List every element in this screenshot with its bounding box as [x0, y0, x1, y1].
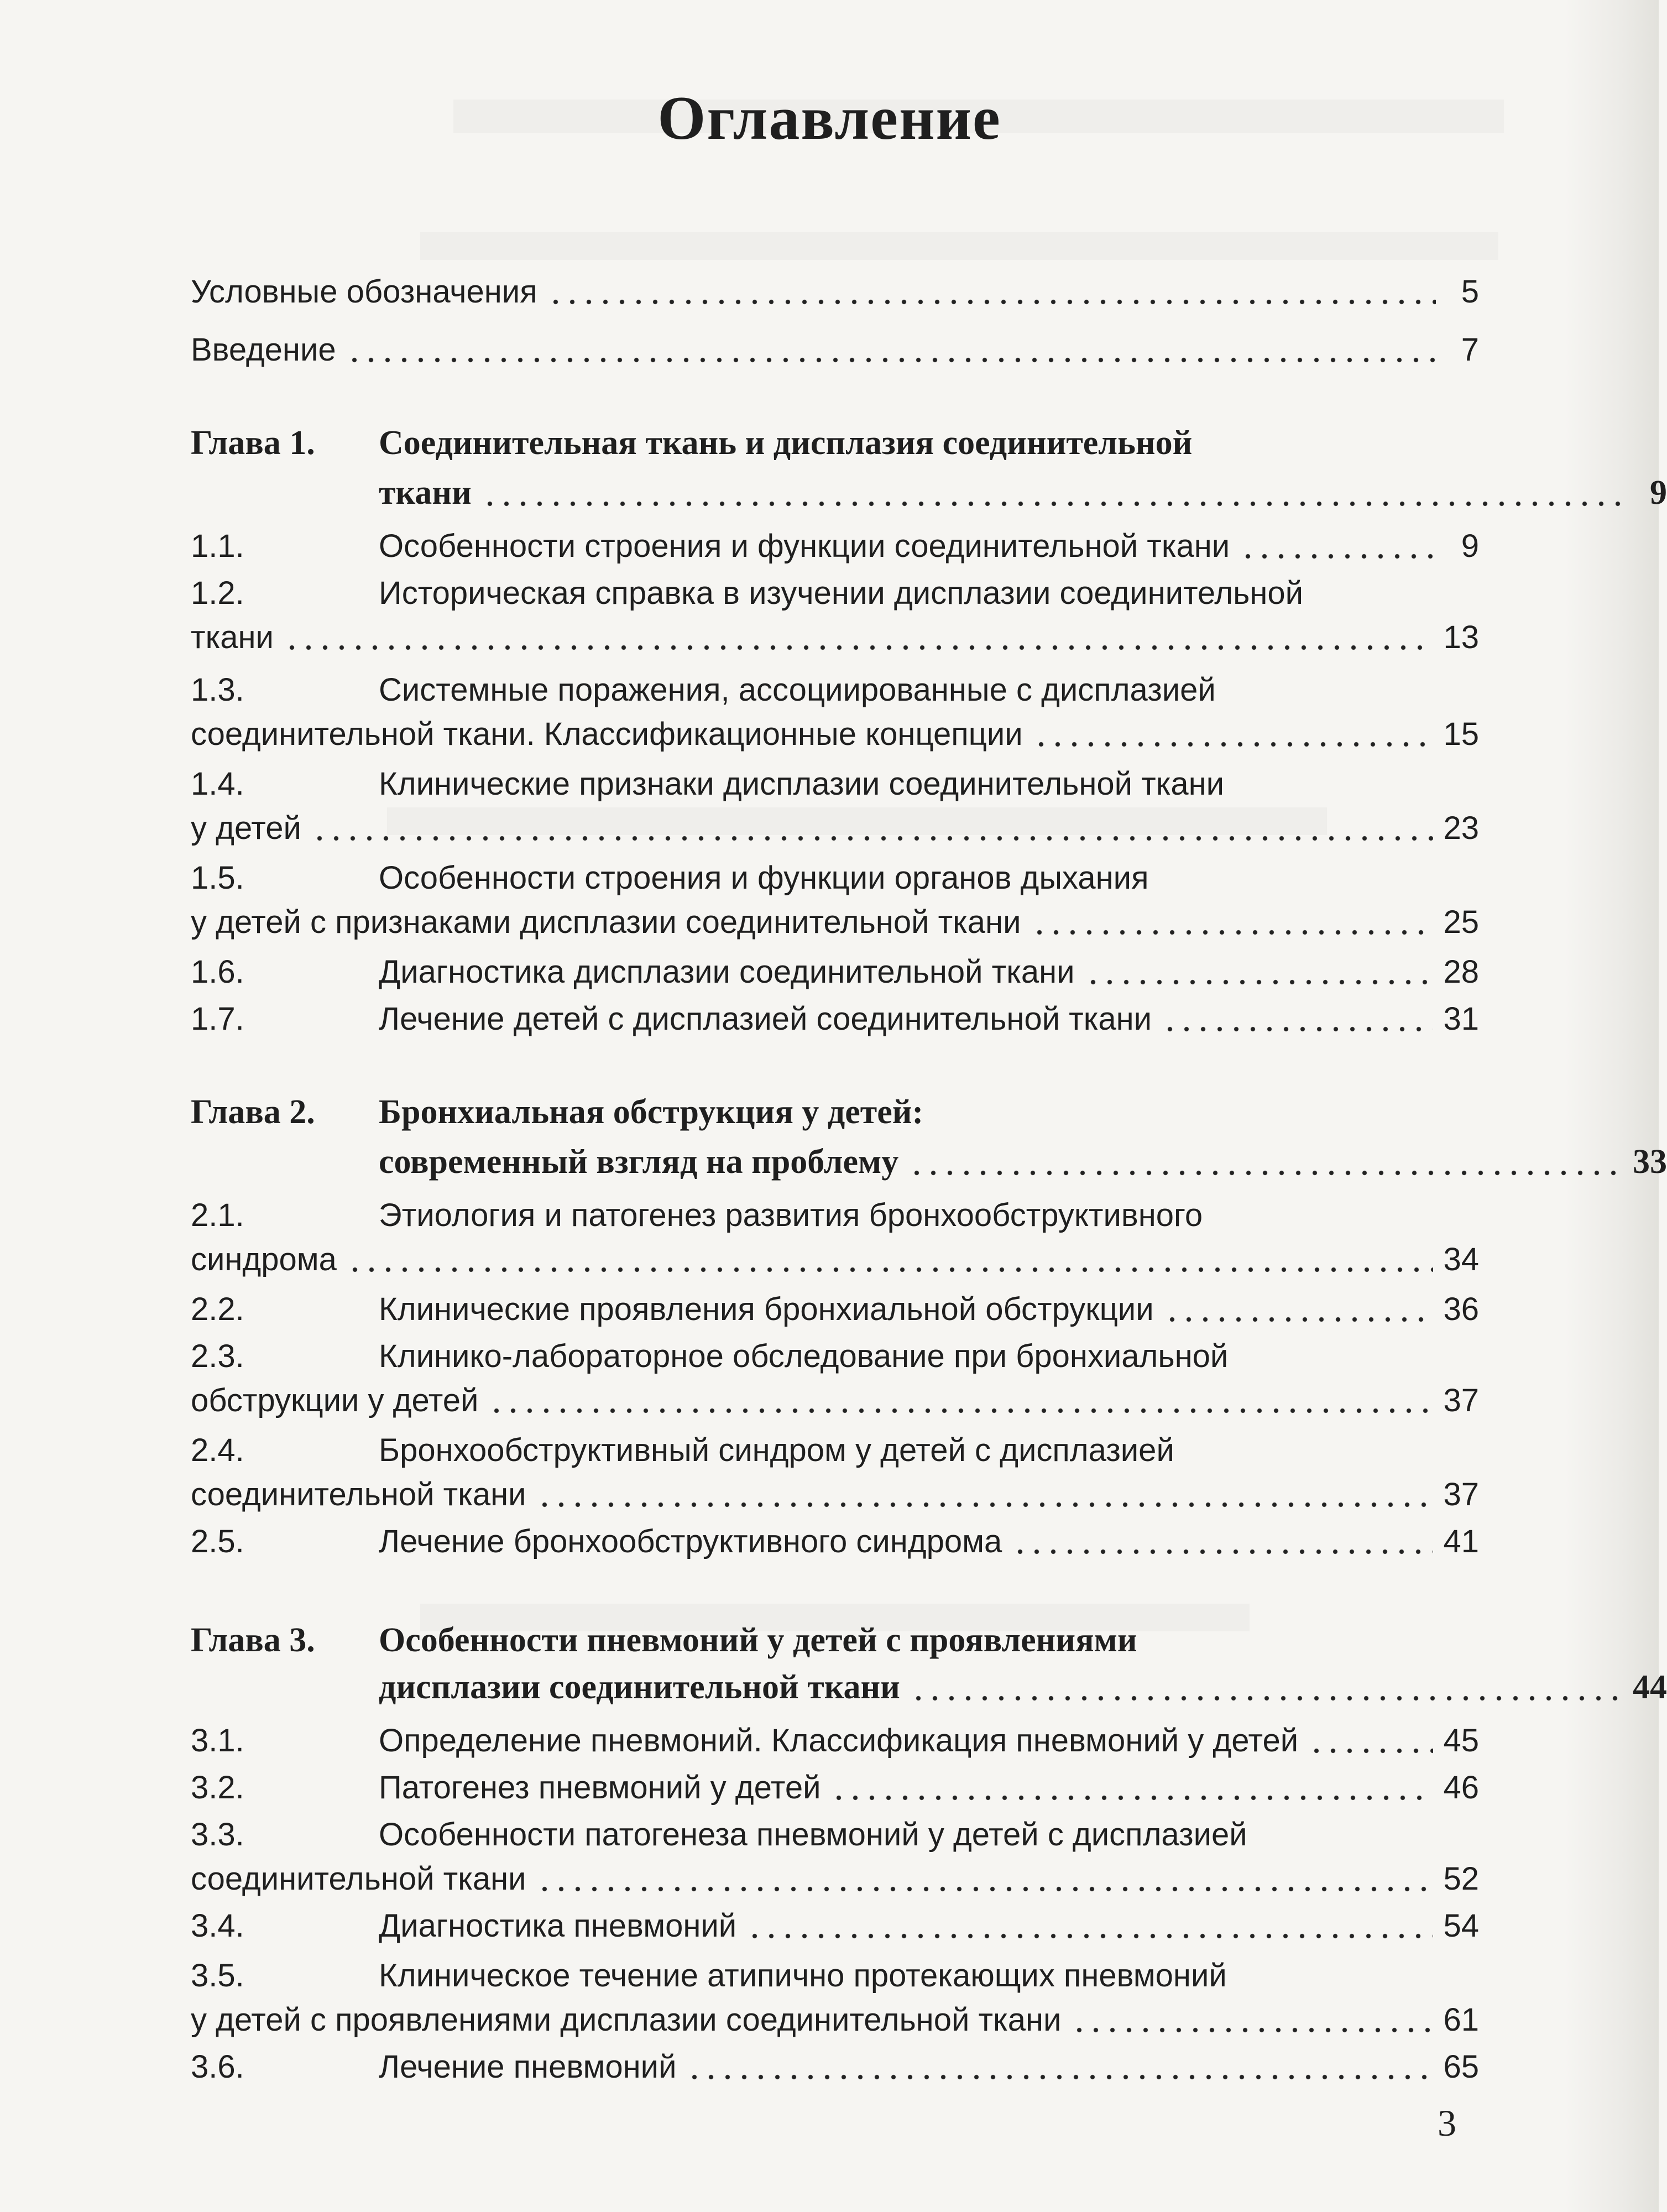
entry-page: 37: [1443, 1383, 1479, 1419]
toc-entry[interactable]: [191, 1418, 1479, 1468]
leader-dots: [830, 1767, 1433, 1806]
entry-label: Особенности патогенеза пневмоний у детей с дисплазией: [379, 1817, 1247, 1853]
chapter-title: Бронхиальная обструкция у детей:: [379, 1093, 924, 1131]
section-number: 3.5.: [191, 1958, 244, 1994]
chapter-title: Особенности пневмоний у детей с проявлениями: [379, 1621, 1137, 1659]
section-number: 2.5.: [191, 1524, 244, 1560]
entry-page: 65: [1443, 2049, 1479, 2085]
leader-dots: [547, 271, 1436, 310]
chapter-number: Глава 1.: [191, 424, 315, 462]
page-number: 3: [1438, 2102, 1456, 2144]
leader-dots: [346, 329, 1436, 368]
toc-entry[interactable]: [191, 561, 1479, 611]
entry-label: обструкции у детей: [191, 1383, 479, 1419]
entry-page: 37: [1443, 1477, 1479, 1513]
chapter-title: Соединительная ткань и дисплазия соединительной: [379, 424, 1193, 462]
entry-page: 23: [1443, 810, 1479, 847]
toc-entry[interactable]: [191, 2035, 1479, 2085]
leader-dots: [536, 1474, 1434, 1512]
entry-page: 54: [1443, 1908, 1479, 1944]
toc-entry[interactable]: [191, 1894, 1479, 1944]
entry-label: Особенности строения и функции соединительной ткани: [379, 528, 1230, 565]
toc-entry[interactable]: [191, 1756, 1479, 1806]
leader-dots: [686, 2046, 1433, 2085]
toc-entry-cont[interactable]: [191, 1463, 1479, 1512]
entry-label: Этиология и патогенез развития бронхообструктивного: [379, 1197, 1203, 1234]
toc-entry-cont[interactable]: [191, 606, 1479, 655]
section-number: 1.6.: [191, 954, 244, 990]
leader-dots: [284, 617, 1434, 655]
entry-page: 45: [1443, 1723, 1479, 1759]
entry-page: 44: [1633, 1668, 1667, 1706]
entry-label: соединительной ткани: [191, 1477, 526, 1513]
leader-dots: [347, 1239, 1434, 1277]
toc-entry[interactable]: [191, 1183, 1479, 1233]
leader-dots: [746, 1905, 1433, 1944]
entry-page: 13: [1443, 619, 1479, 656]
toc-entry[interactable]: [191, 658, 1479, 708]
toc-entry[interactable]: [191, 1324, 1479, 1374]
entry-label: Условные обозначения: [191, 274, 537, 310]
entry-label: Определение пневмоний. Классификация пневмоний у детей: [379, 1723, 1299, 1759]
entry-label: Клинико-лабораторное обследование при бронхиальной: [379, 1338, 1229, 1375]
entry-label: Особенности строения и функции органов дыхания: [379, 860, 1149, 896]
toc-entry-cont[interactable]: [191, 1847, 1479, 1897]
leader-dots: [311, 807, 1434, 846]
chapter-heading[interactable]: [191, 1081, 1479, 1131]
section-number: 3.4.: [191, 1908, 244, 1944]
chapter-heading-cont[interactable]: [191, 1656, 1667, 1706]
leader-dots: [482, 473, 1624, 512]
entry-page: 31: [1443, 1001, 1479, 1037]
chapter-heading-cont[interactable]: [191, 462, 1667, 512]
entry-label: у детей: [191, 810, 301, 847]
entry-page: 9: [1461, 528, 1479, 565]
leader-dots: [1164, 1288, 1434, 1327]
entry-label: синдрома: [191, 1241, 337, 1278]
leader-dots: [1033, 713, 1434, 752]
entry-page: 28: [1443, 954, 1479, 990]
entry-label: Лечение пневмоний: [379, 2049, 677, 2085]
entry-label: Лечение детей с дисплазией соединительной ткани: [379, 1001, 1152, 1037]
chapter-title: современный взгляд на проблему: [379, 1142, 899, 1181]
leader-dots: [1162, 998, 1433, 1037]
toc-entry[interactable]: [191, 1709, 1479, 1759]
toc-entry[interactable]: [191, 987, 1479, 1037]
section-number: 2.4.: [191, 1432, 244, 1469]
entry-page: 34: [1443, 1241, 1479, 1278]
section-number: 2.1.: [191, 1197, 244, 1234]
section-number: 1.1.: [191, 528, 244, 565]
entry-label: ткани: [191, 619, 274, 656]
toc-entry-cont[interactable]: [191, 702, 1479, 752]
section-number: 3.2.: [191, 1770, 244, 1806]
toc-entry[interactable]: [191, 1510, 1479, 1559]
entry-label: Историческая справка в изучении дисплазии соединительной: [379, 575, 1304, 612]
entry-page: 52: [1443, 1861, 1479, 1897]
entry-page: 9: [1650, 473, 1667, 512]
leader-dots: [1071, 1999, 1433, 2038]
toc-entry[interactable]: [191, 752, 1479, 802]
entry-label: Диагностика пневмоний: [379, 1908, 737, 1944]
leader-dots: [1085, 951, 1434, 990]
entry-label: Клинические признаки дисплазии соединительной ткани: [379, 766, 1225, 802]
entry-page: 25: [1443, 904, 1479, 941]
chapter-number: Глава 2.: [191, 1093, 315, 1131]
entry-label: соединительной ткани. Классификационные концепции: [191, 716, 1023, 753]
toc-entry-cont[interactable]: [191, 890, 1479, 940]
leader-dots: [488, 1380, 1433, 1418]
section-number: 1.5.: [191, 860, 244, 896]
entry-label: соединительной ткани: [191, 1861, 526, 1897]
entry-page: 61: [1443, 2002, 1479, 2038]
entry-label: Лечение бронхообструктивного синдрома: [379, 1524, 1002, 1560]
section-number: 2.2.: [191, 1291, 244, 1328]
entry-label: Клинические проявления бронхиальной обструкции: [379, 1291, 1154, 1328]
section-number: 1.7.: [191, 1001, 244, 1037]
section-number: 2.3.: [191, 1338, 244, 1375]
section-number: 3.6.: [191, 2049, 244, 2085]
section-number: 1.2.: [191, 575, 244, 612]
toc-entry-cont[interactable]: [191, 1228, 1479, 1277]
entry-page: 7: [1461, 332, 1479, 368]
entry-page: 33: [1633, 1142, 1667, 1181]
toc-entry[interactable]: [191, 1803, 1479, 1853]
entry-label: Клиническое течение атипично протекающих пневмоний: [379, 1958, 1227, 1994]
entry-page: 36: [1443, 1291, 1479, 1328]
leader-dots: [1012, 1521, 1433, 1559]
entry-label: Системные поражения, ассоциированные с дисплазией: [379, 672, 1216, 708]
entry-page: 5: [1461, 274, 1479, 310]
entry-label: Бронхообструктивный синдром у детей с дисплазией: [379, 1432, 1174, 1469]
toc-entry[interactable]: [191, 1277, 1479, 1327]
section-number: 1.4.: [191, 766, 244, 802]
chapter-heading[interactable]: [191, 412, 1479, 462]
page-title: Оглавление: [657, 84, 1001, 153]
section-number: 1.3.: [191, 672, 244, 708]
section-number: 3.3.: [191, 1817, 244, 1853]
entry-label: Патогенез пневмоний у детей: [379, 1770, 821, 1806]
leader-dots: [908, 1142, 1623, 1181]
entry-page: 41: [1443, 1524, 1479, 1560]
chapter-number: Глава 3.: [191, 1621, 315, 1659]
section-number: 3.1.: [191, 1723, 244, 1759]
toc-entry[interactable]: [191, 846, 1479, 896]
entry-label: Диагностика дисплазии соединительной ткани: [379, 954, 1075, 990]
page-edge-shadow: [1565, 0, 1659, 2212]
toc-entry-cont[interactable]: [191, 1988, 1479, 2038]
leader-dots: [910, 1667, 1623, 1706]
entry-label: Введение: [191, 332, 336, 368]
chapter-heading-cont[interactable]: [191, 1131, 1667, 1181]
toc-entry-cont[interactable]: [191, 1369, 1479, 1418]
leader-dots: [1031, 901, 1434, 940]
entry-page: 15: [1443, 716, 1479, 753]
chapter-title: ткани: [379, 473, 472, 512]
toc-entry-cont[interactable]: [191, 796, 1479, 846]
leader-dots: [1308, 1720, 1433, 1759]
toc-entry[interactable]: [191, 514, 1479, 564]
toc-entry[interactable]: [191, 318, 1479, 368]
chapter-heading[interactable]: [191, 1609, 1479, 1659]
entry-label: у детей с проявлениями дисплазии соединительной ткани: [191, 2002, 1062, 2038]
entry-label: у детей с признаками дисплазии соединительной ткани: [191, 904, 1021, 941]
leader-dots: [1240, 525, 1436, 564]
toc-entry[interactable]: [191, 940, 1479, 990]
toc-entry[interactable]: [191, 260, 1479, 310]
toc-entry[interactable]: [191, 1944, 1479, 1994]
entry-page: 46: [1443, 1770, 1479, 1806]
chapter-title: дисплазии соединительной ткани: [379, 1668, 900, 1706]
leader-dots: [536, 1858, 1434, 1897]
